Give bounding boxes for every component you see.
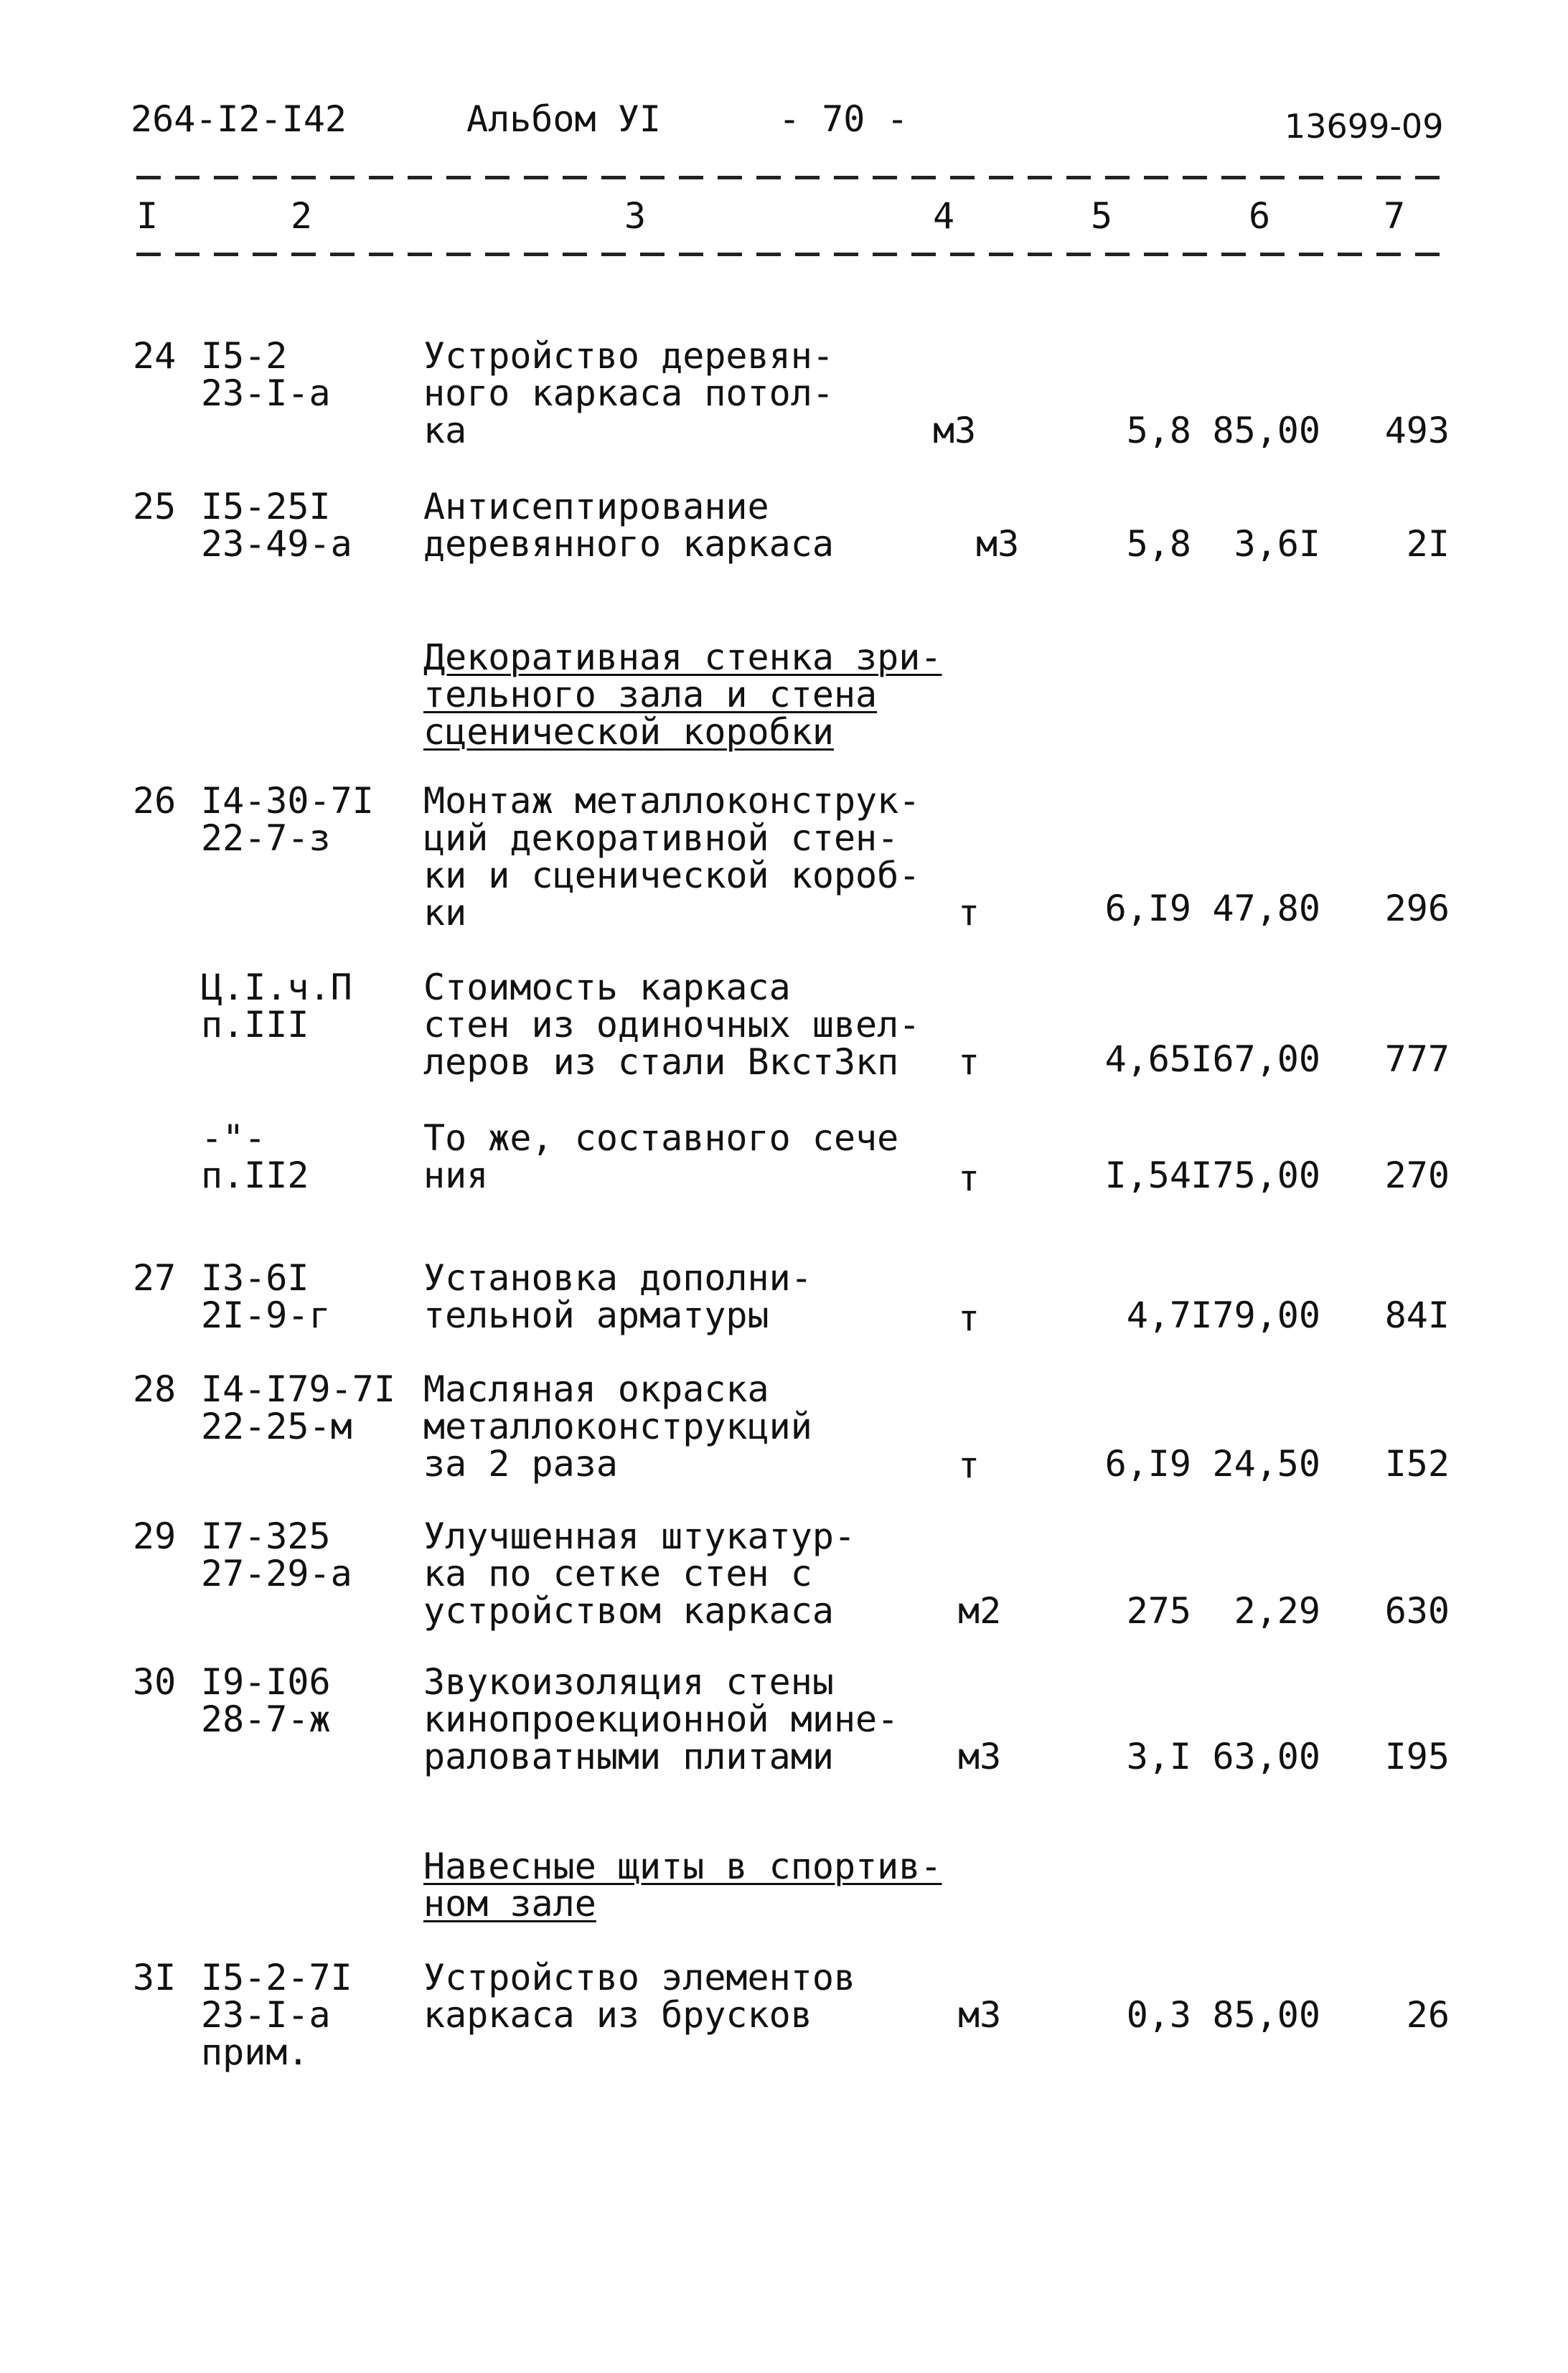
unit-price: 63,00 [1212,1736,1320,1777]
unit-price: 2,29 [1234,1590,1320,1632]
work-description: Антисептирование деревянного каркаса [423,486,834,565]
quantity: 4,65 [1104,1038,1191,1080]
unit-price: I75,00 [1191,1155,1320,1196]
work-description: Стоимость каркаса стен из одиночных швел- леров из стали ВкстЗкп [423,967,921,1083]
unit-price: 3,6I [1234,523,1320,565]
norm-code: I4-I79-7I 22-25-м [201,1368,395,1447]
unit-price: I67,00 [1191,1038,1320,1080]
quantity: 0,3 [1126,1994,1191,2036]
section-heading: Навесные щиты в спортив- ном зале [423,1846,942,1925]
unit-price: 85,00 [1212,1994,1320,2036]
quantity: I,54 [1104,1155,1191,1196]
unit: м3 [958,1994,1002,2036]
work-description: Устройство элементов каркаса из брусков [423,1957,856,2036]
unit: т [958,892,980,934]
work-description: Улучшенная штукатур- ка по сетке стен с устройством каркаса [423,1516,856,1632]
column-number: I [136,195,159,237]
unit: т [958,1157,980,1199]
unit: м3 [933,410,977,451]
work-description: Масляная окраска металлоконструкций за 2 раза [423,1368,812,1485]
row-number: 3I [133,1957,177,1998]
column-number: 7 [1384,195,1406,237]
norm-code: I5-2-7I 23-I-а прим. [201,1957,352,2073]
total-cost: 270 [1384,1155,1450,1196]
quantity: 5,8 [1126,410,1191,451]
row-number: 25 [133,486,177,527]
quantity: 4,7 [1126,1294,1191,1336]
unit-price: I79,00 [1191,1294,1320,1336]
page-number: - 70 - [779,98,909,140]
row-number: 27 [133,1257,177,1299]
total-cost: I52 [1384,1443,1450,1485]
quantity: 3,I [1126,1736,1191,1777]
column-number: 4 [933,195,955,237]
quantity: 6,I9 [1104,1443,1191,1485]
unit: м3 [976,523,1020,565]
norm-code: I4-30-7I 22-7-з [201,780,374,859]
row-number: 26 [133,780,177,822]
total-cost: 777 [1384,1038,1450,1080]
total-cost: 2I [1406,523,1450,565]
norm-code: I7-325 27-29-а [201,1516,352,1594]
work-description: Устройство деревян- ного каркаса потол- ка [423,335,834,451]
norm-code: I9-I06 28-7-ж [201,1661,331,1740]
norm-code: -"- п.II2 [201,1117,309,1196]
row-number: 29 [133,1516,177,1557]
work-description: Звукоизоляция стены кинопроекционной мине- раловатными плитами [423,1661,899,1777]
work-description: Установка дополни- тельной арматуры [423,1257,812,1336]
header-divider-bottom [136,253,1450,256]
total-cost: 296 [1384,888,1450,929]
work-description: То же, составного сече ния [423,1117,899,1196]
section-heading: Декоративная стенка зри- тельного зала и стена сценической коробки [423,636,942,753]
inventory-number: 13699-09 [1285,107,1444,146]
doc-code: 264-I2-I42 [131,98,347,140]
column-number: 2 [291,195,313,237]
column-number: 6 [1249,195,1271,237]
album-label: Альбом УI [466,98,661,140]
column-number: 5 [1091,195,1113,237]
quantity: 6,I9 [1104,888,1191,929]
norm-code: Ц.I.ч.П п.III [201,967,352,1045]
total-cost: 26 [1406,1994,1450,2036]
unit: м2 [958,1590,1002,1632]
quantity: 275 [1126,1590,1191,1632]
total-cost: I95 [1384,1736,1450,1777]
unit-price: 85,00 [1212,410,1320,451]
norm-code: I5-2 23-I-а [201,335,331,414]
work-description: Монтаж металлоконструк- ций декоративной стен- ки и сценической короб- ки [423,780,921,934]
norm-code: I3-6I 2I-9-г [201,1257,331,1336]
row-number: 30 [133,1661,177,1703]
row-number: 28 [133,1368,177,1410]
unit-price: 47,80 [1212,888,1320,929]
unit: т [958,1041,980,1083]
norm-code: I5-25I 23-49-а [201,486,352,565]
column-number: 3 [624,195,647,237]
unit: т [958,1297,980,1339]
total-cost: 84I [1384,1294,1450,1336]
total-cost: 630 [1384,1590,1450,1632]
quantity: 5,8 [1126,523,1191,565]
unit: т [958,1444,980,1486]
unit: м3 [958,1736,1002,1777]
header-divider-top [136,176,1450,179]
row-number: 24 [133,335,177,377]
total-cost: 493 [1384,410,1450,451]
unit-price: 24,50 [1212,1443,1320,1485]
